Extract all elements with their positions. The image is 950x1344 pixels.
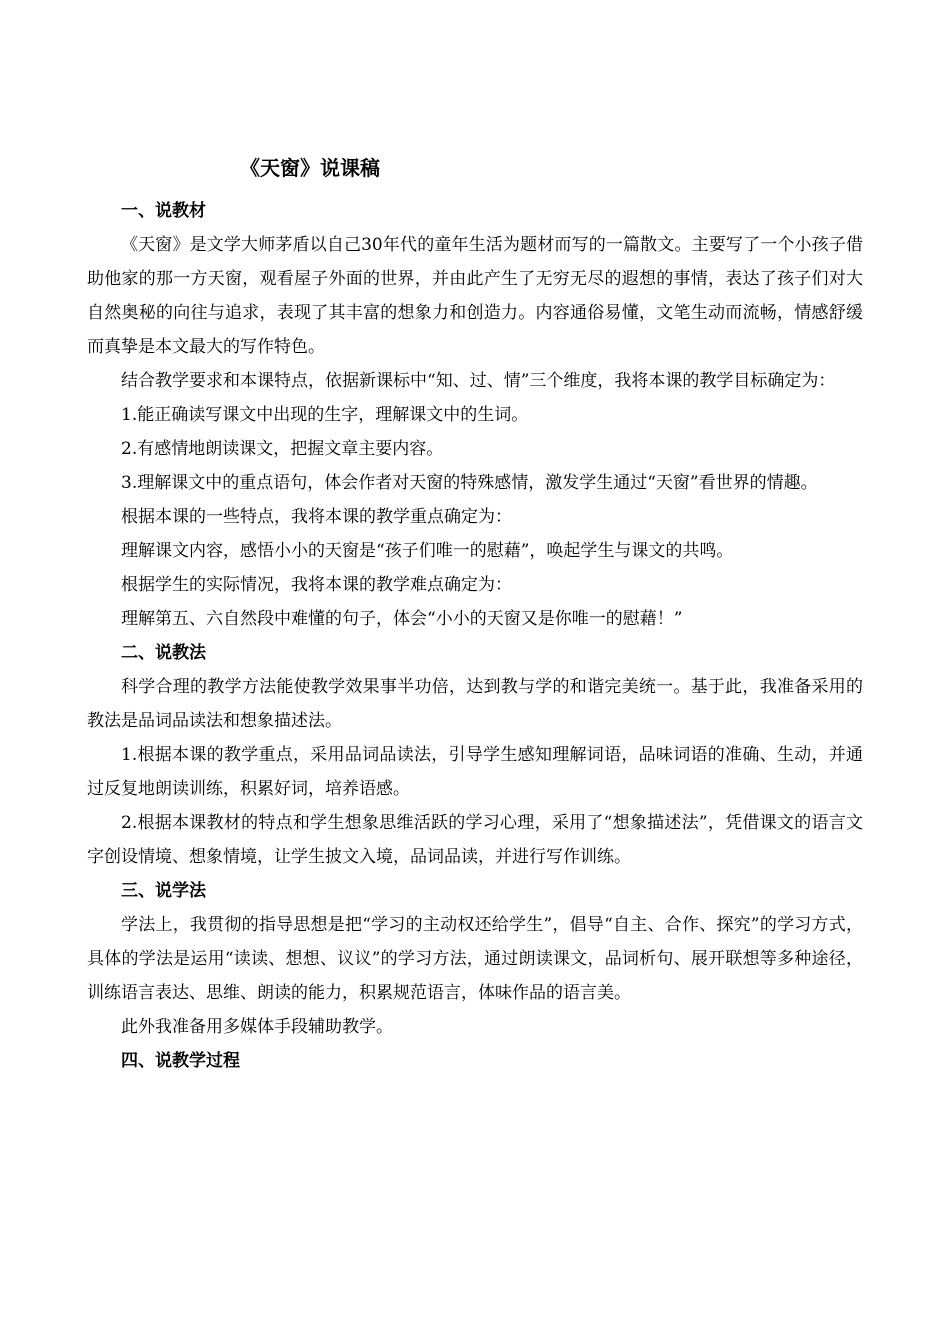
section-heading: 二、说教法 xyxy=(121,643,206,663)
section-teaching-material xyxy=(87,194,863,636)
paragraph: 科学合理的教学方法能使教学效果事半功倍，达到教与学的和谐完美统一。基于此，我准备采用的教法是品词品读法和想象描述法。 xyxy=(87,677,863,731)
paragraph: 《天窗》是文学大师茅盾以自己30年代的童年生活为题材而写的一篇散文。主要写了一个小孩子借助他家的那一方天窗，观看屋子外面的世界，并由此产生了无穷无尽的遐想的事情，表达了孩子们对大自然奥秘的向往与追求，表现了其丰富的想象力和创造力。内容通俗易懂，文笔生动而流畅，情感舒缓而真挚是本文最大的写作特色。 xyxy=(87,235,863,357)
section-teaching-process xyxy=(87,1044,863,1078)
section-heading: 三、说学法 xyxy=(121,881,206,901)
document-title: 《天窗》说课稿 xyxy=(240,156,380,180)
paragraph: 3.理解课文中的重点语句，体会作者对天窗的特殊感情，激发学生通过“天窗”看世界的情趣。 xyxy=(121,473,818,493)
paragraph: 学法上，我贯彻的指导思想是把“学习的主动权还给学生”，倡导“自主、合作、探究”的学习方式，具体的学法是运用“读读、想想、议议”的学习方法，通过朗读课文，品词析句、展开联想等多种途径，训练语言表达、思维、朗读的能力，积累规范语言，体味作品的语言美。 xyxy=(87,915,863,1003)
section-heading: 一、说教材 xyxy=(121,201,206,221)
paragraph: 2.根据本课教材的特点和学生想象思维活跃的学习心理，采用了“想象描述法”，凭借课文的语言文字创设情境、想象情境，让学生披文入境，品词品读，并进行写作训练。 xyxy=(87,813,863,867)
paragraph: 此外我准备用多媒体手段辅助教学。 xyxy=(121,1017,393,1037)
paragraph: 结合教学要求和本课特点，依据新课标中“知、过、情”三个维度，我将本课的教学目标确定为： xyxy=(121,371,836,391)
paragraph: 2.有感情地朗读课文，把握文章主要内容。 xyxy=(121,439,444,459)
paragraph: 1.能正确读写课文中出现的生字，理解课文中的生词。 xyxy=(121,405,529,425)
section-learning-method xyxy=(87,874,863,1044)
paragraph: 理解课文内容，感悟小小的天窗是“孩子们唯一的慰藉”，唤起学生与课文的共鸣。 xyxy=(121,541,734,561)
paragraph: 根据本课的一些特点，我将本课的教学重点确定为： xyxy=(121,507,512,527)
paragraph: 根据学生的实际情况，我将本课的教学难点确定为： xyxy=(121,575,512,595)
document-body xyxy=(87,194,863,1078)
paragraph: 1.根据本课的教学重点，采用品词品读法，引导学生感知理解词语，品味词语的准确、生动，并通过反复地朗读训练，积累好词，培养语感。 xyxy=(87,745,863,799)
section-teaching-method xyxy=(87,636,863,874)
section-heading: 四、说教学过程 xyxy=(121,1051,240,1071)
paragraph: 理解第五、六自然段中难懂的句子，体会“小小的天窗又是你唯一的慰藉！” xyxy=(121,609,683,629)
